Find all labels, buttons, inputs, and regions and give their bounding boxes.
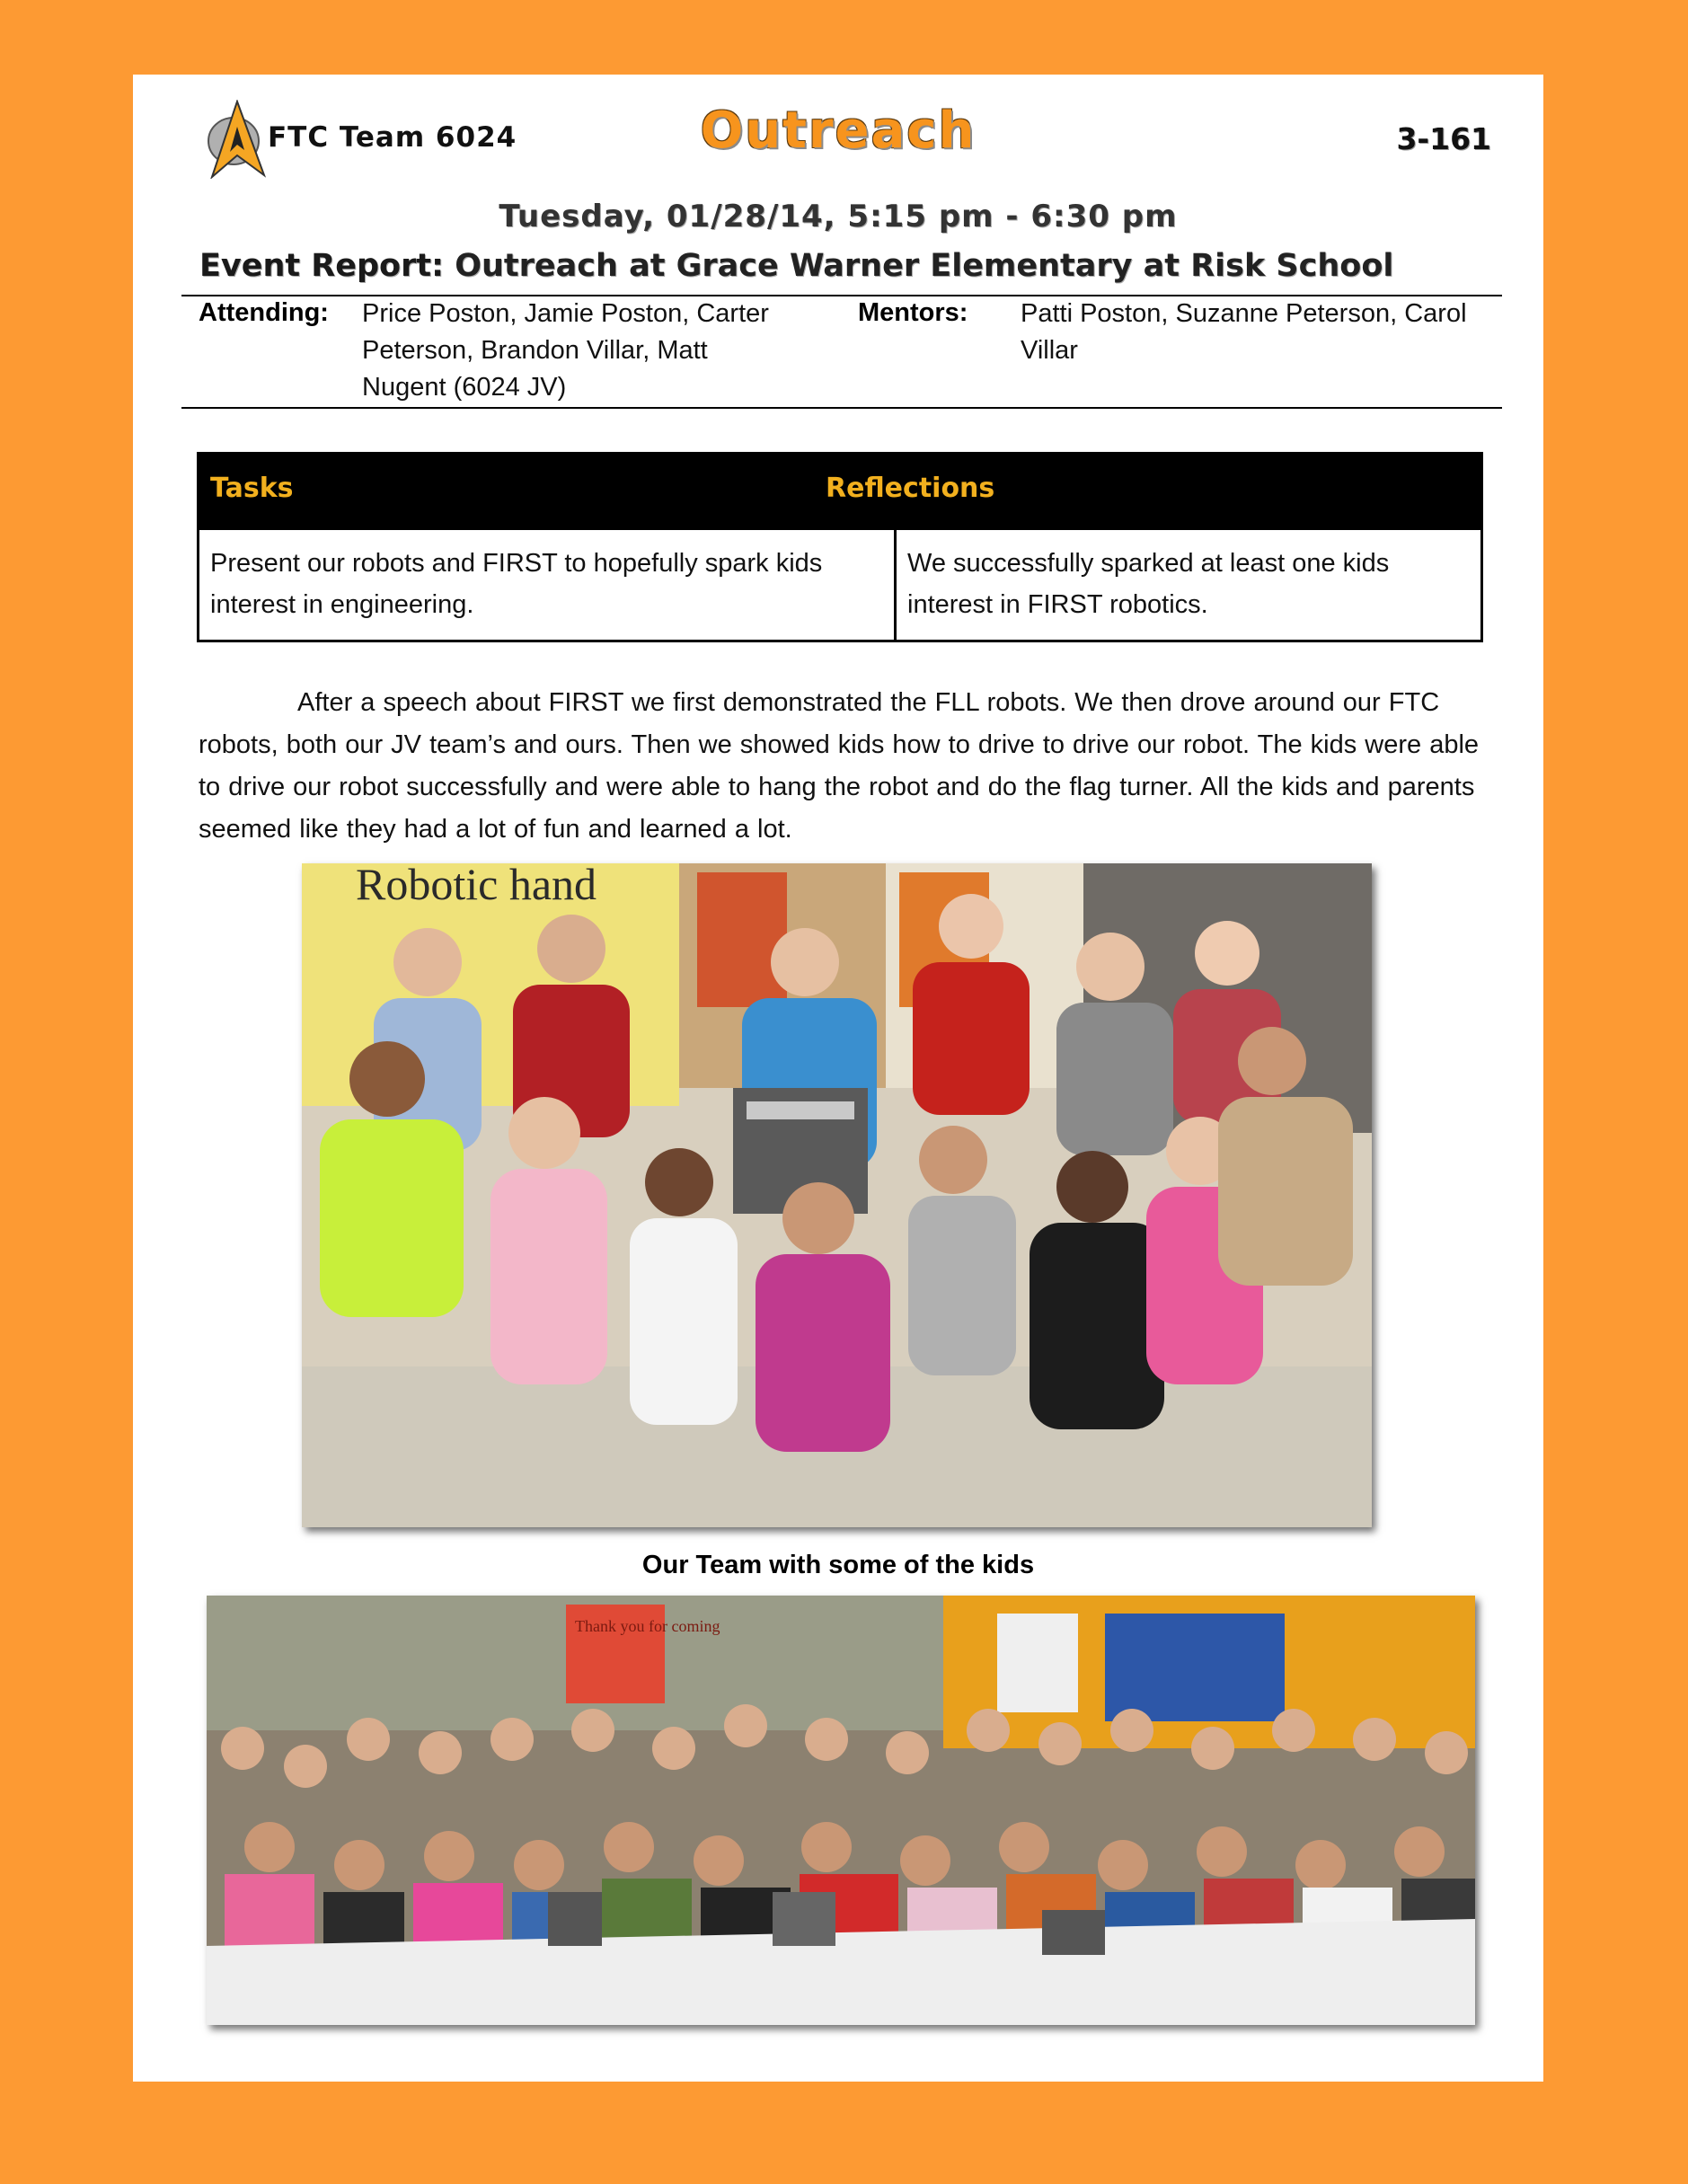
team-photo bbox=[302, 863, 1372, 1527]
mentors-line: Villar bbox=[1021, 336, 1078, 365]
audience-photo bbox=[207, 1596, 1475, 2025]
event-date-time: Tuesday, 01/28/14, 5:15 pm - 6:30 pm bbox=[499, 199, 1178, 234]
reflections-column-header: Reflections bbox=[826, 473, 995, 504]
tasks-column-header: Tasks bbox=[210, 473, 294, 504]
team-name: FTC Team 6024 bbox=[268, 121, 517, 154]
attending-label: Attending: bbox=[199, 298, 329, 327]
attending-names bbox=[362, 296, 775, 406]
mentors-line: Patti Poston, Suzanne Peterson, Carol bbox=[1021, 299, 1467, 328]
thank-you-sign-text: Thank you for coming bbox=[575, 1617, 720, 1635]
mentor-names bbox=[1021, 296, 1506, 369]
reflection-cell: We successfully sparked at least one kids interest in FIRST robotics. bbox=[907, 549, 1390, 619]
task-cell: Present our robots and FIRST to hopefully spark kids interest in engineering. bbox=[199, 530, 897, 640]
audience-photo-image bbox=[207, 1596, 1475, 2025]
event-report-label: Event Report: bbox=[199, 248, 445, 284]
mentors-label: Mentors: bbox=[858, 298, 968, 327]
team-photo-caption: Our Team with some of the kids bbox=[641, 1551, 1035, 1579]
report-page bbox=[133, 75, 1543, 2082]
event-report-heading bbox=[199, 248, 1393, 284]
team-photo-image bbox=[302, 863, 1372, 1527]
event-report-title: Outreach at Grace Warner Elementary at Risk School bbox=[455, 248, 1394, 284]
page-number: 3-161 bbox=[1396, 121, 1491, 156]
event-description: After a speech about FIRST we first demonstrated the FLL robots. We then drove around our FTC robots, both our JV team’s and ours. Then we showed kids how to drive to drive our robot. The kids were able to drive our robot successfully and were able to hang the robot and do the flag turner. All the kids and parents seemed like they had a lot of fun and learned a lot. bbox=[199, 688, 1480, 844]
tasks-reflections-table bbox=[197, 452, 1483, 642]
attending-line: Peterson, Brandon Villar, Matt bbox=[362, 336, 708, 365]
poster-text: Robotic hand bbox=[356, 863, 597, 909]
attending-line: Nugent (6024 JV) bbox=[362, 373, 567, 402]
table-header bbox=[199, 455, 1480, 530]
attending-line: Price Poston, Jamie Poston, Carter bbox=[362, 299, 769, 328]
divider-bottom bbox=[181, 407, 1502, 409]
page-title: Outreach bbox=[700, 102, 977, 160]
